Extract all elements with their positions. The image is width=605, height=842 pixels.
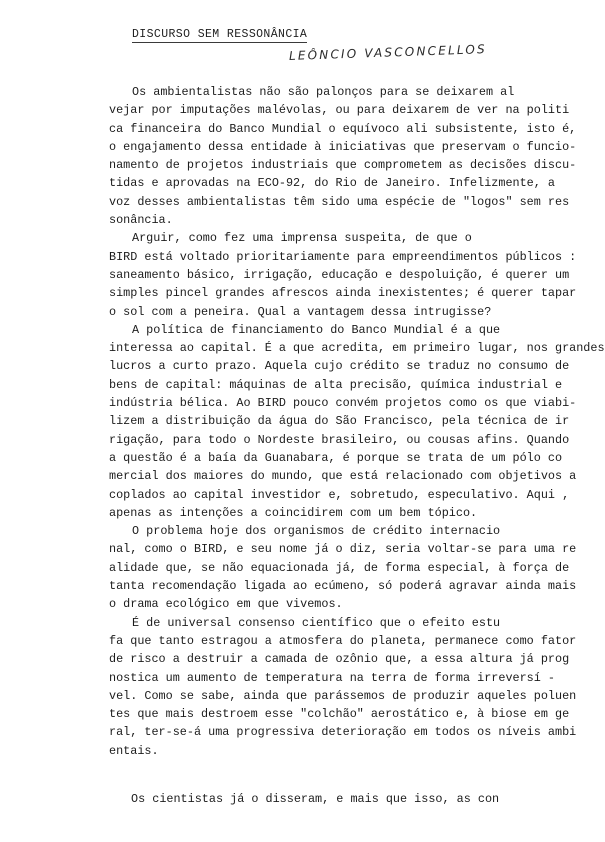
text-line: de risco a destruir a camada de ozônio que, a essa altura já prog: [109, 652, 570, 667]
text-line: apenas as intenções a coincidirem com um bem tópico.: [109, 505, 478, 520]
text-line: mercial dos maiores do mundo, que está relacionado com objetivos a: [109, 469, 577, 484]
text-line: alidade que, se não equacionada já, de forma especial, à força de: [109, 560, 570, 575]
text-line: saneamento básico, irrigação, educação e despoluição, é querer um: [109, 267, 570, 282]
text-line: namento de projetos industriais que comprometem as decisões discu-: [109, 158, 577, 173]
text-line: rigação, para todo o Nordeste brasileiro, ou cousas afins. Quando: [109, 432, 570, 447]
text-line: entais.: [109, 743, 159, 758]
text-line: voz desses ambientalistas têm sido uma espécie de "logos" sem res: [109, 194, 570, 209]
text-line: o engajamento dessa entidade à iniciativas que preservam o funcio-: [109, 139, 577, 154]
text-line: É de universal consenso científico que o efeito estu: [132, 615, 501, 630]
text-line: A política de financiamento do Banco Mundial é a que: [132, 322, 501, 337]
text-line: bens de capital: máquinas de alta precisão, química industrial e: [109, 377, 563, 392]
text-line: coplados ao capital investidor e, sobretudo, especulativo. Aqui ,: [109, 487, 570, 502]
document-title: DISCURSO SEM RESSONÂNCIA: [132, 28, 308, 41]
text-line: o sol com a peneira. Qual a vantagem dessa intrugisse?: [109, 304, 492, 319]
text-line: ca financeira do Banco Mundial o equívoco ali subsistente, isto é,: [109, 121, 577, 136]
text-line: Arguir, como fez uma imprensa suspeita, de que o: [132, 231, 472, 246]
text-line: lizem a distribuição da água do São Francisco, pela técnica de ir: [109, 414, 570, 429]
text-line: vel. Como se sabe, ainda que parássemos de produzir aqueles poluen: [109, 688, 577, 703]
text-line: Os ambientalistas não são palonços para se deixarem al: [132, 85, 515, 99]
text-line: vejar por imputações malévolas, ou para deixarem de ver na politi: [109, 103, 570, 118]
text-line: fa que tanto estragou a atmosfera do planeta, permanece como fator: [109, 633, 577, 648]
text-line: sonância.: [109, 213, 173, 228]
text-line: tidas e aprovadas na ECO-92, do Rio de Janeiro. Infelizmente, a: [109, 176, 555, 191]
text-line: indústria bélica. Ao BIRD pouco convém projetos como os que viabi-: [109, 396, 577, 411]
text-line: Os cientistas já o disseram, e mais que isso, as con: [131, 792, 500, 806]
text-line: ral, ter-se-á uma progressiva deterioração em todos os níveis ambi: [109, 725, 577, 740]
text-line: tanta recomendação ligada ao ecúmeno, só poderá agravar ainda mais: [109, 579, 577, 594]
article-body: [109, 83, 605, 760]
text-line: lucros a curto prazo. Aquela cujo crédito se traduz no consumo de: [109, 359, 570, 374]
text-line: simples pincel grandes afrescos ainda inexistentes; é querer tapar: [109, 286, 577, 301]
text-line: nostica um aumento de temperatura na terra de forma irreversí -: [109, 670, 555, 685]
text-line: interessa ao capital. É a que acredita, em primeiro lugar, nos grandes: [109, 341, 605, 356]
text-line: O problema hoje dos organismos de crédito internacio: [132, 524, 501, 539]
text-line: BIRD está voltado prioritariamente para empreendimentos públicos :: [109, 249, 577, 264]
author-signature: LEÔNCIO VASCONCELLOS: [288, 42, 488, 63]
text-line: nal, como o BIRD, e seu nome já o diz, seria voltar-se para uma re: [109, 542, 577, 557]
text-line: a questão é a baía da Guanabara, é porque se trata de um pólo co: [109, 450, 563, 465]
text-line: tes que mais destroem esse "colchão" aerostático e, à biose em ge: [109, 707, 570, 722]
text-line: o drama ecológico em que vivemos.: [109, 597, 343, 612]
